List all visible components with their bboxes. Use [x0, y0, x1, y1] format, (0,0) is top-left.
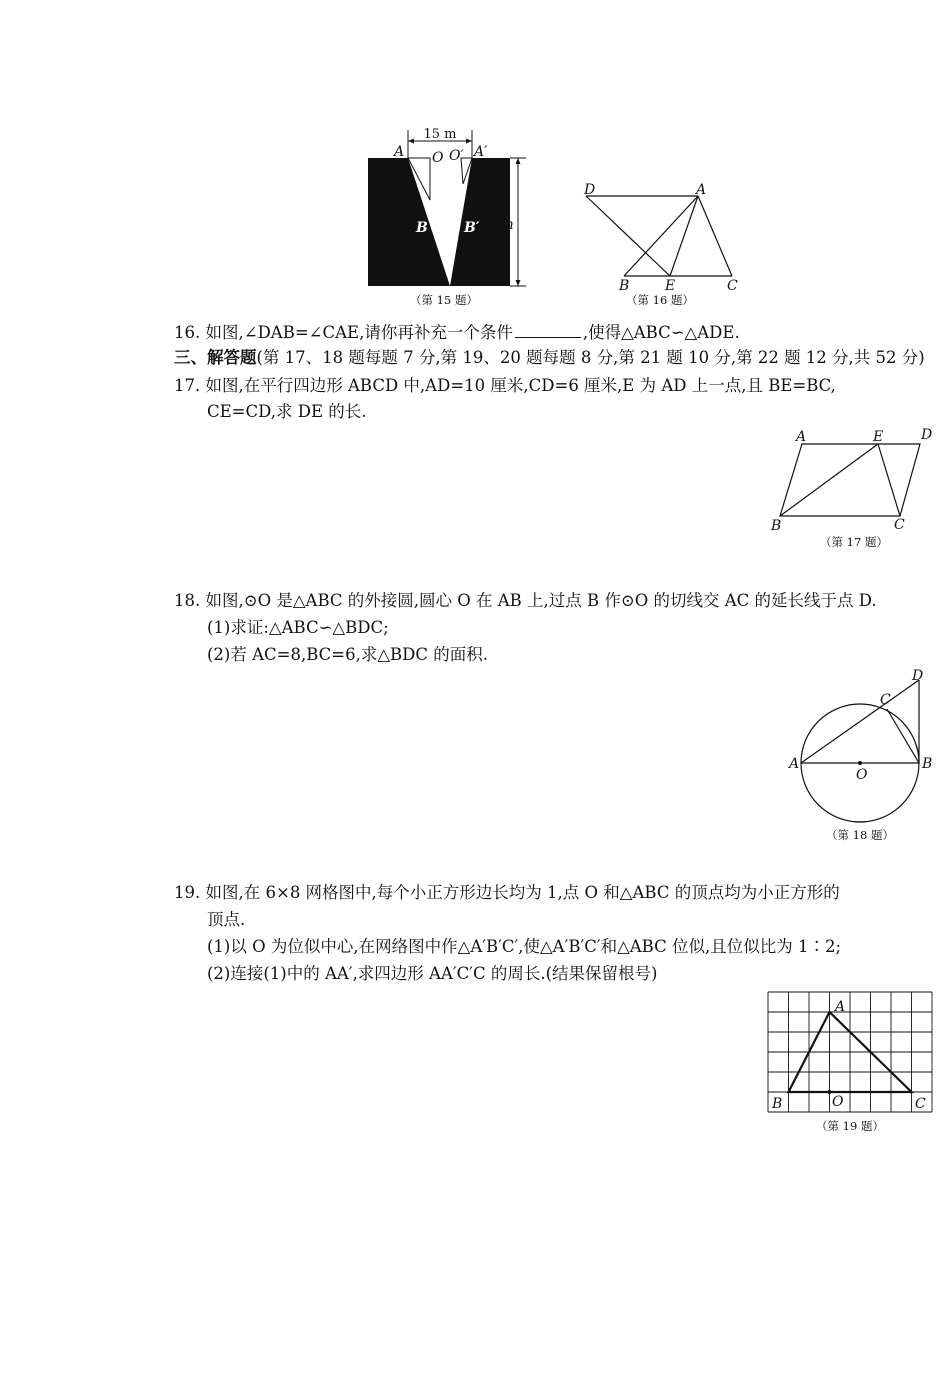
- fig15-label-O: O: [432, 150, 444, 166]
- q18-number: 18.: [174, 591, 201, 610]
- figure-19: [762, 986, 938, 1136]
- q19-number: 19.: [174, 883, 201, 902]
- q18-part1: (1)求证:△ABC∽△BDC;: [207, 618, 389, 637]
- fig18-label-C: C: [880, 692, 891, 708]
- fig16-label-B: B: [619, 278, 630, 294]
- question-16: [174, 322, 934, 344]
- fig18-label-O: O: [856, 767, 868, 783]
- q16-text-before: 如图,∠DAB=∠CAE,请你再补充一个条件: [205, 323, 513, 342]
- fig16-label-D: D: [584, 182, 596, 198]
- q19-line1: 19. 如图,在 6×8 网格图中,每个小正方形边长均为 1,点 O 和△ABC 的顶点均为小正方形的: [174, 883, 840, 902]
- fig18-label-B: B: [922, 756, 933, 772]
- fig16-caption: （第 16 题）: [626, 293, 694, 307]
- fig18-caption: （第 18 题）: [826, 828, 894, 842]
- q16-number: 16.: [174, 323, 201, 342]
- fig17-label-A: A: [796, 429, 807, 445]
- fig18-label-D: D: [912, 668, 924, 684]
- fig15-height-label: h: [504, 217, 514, 233]
- fig19-caption: （第 19 题）: [816, 1119, 884, 1133]
- fig19-label-C: C: [915, 1096, 926, 1112]
- q17-line1: 17. 如图,在平行四边形 ABCD 中,AD=10 厘米,CD=6 厘米,E 为 AD 上一点,且 BE=BC,: [174, 376, 836, 395]
- figure-18: [782, 666, 938, 846]
- fig16-label-A: A: [696, 182, 707, 198]
- fig16-label-C: C: [727, 278, 738, 294]
- q19-part2: (2)连接(1)中的 AA′,求四边形 AA′C′C 的周长.(结果保留根号): [207, 964, 658, 983]
- fig19-label-B: B: [772, 1096, 783, 1112]
- fig15-label-O-prime: O′: [449, 148, 464, 164]
- q16-text-after: ,使得△ABC∽△ADE.: [582, 323, 740, 342]
- q16-answer-blank[interactable]: [515, 323, 581, 338]
- q19-part1: (1)以 O 为位似中心,在网络图中作△A′B′C′,使△A′B′C′和△ABC 位似,且位似比为 1∶2;: [207, 937, 842, 956]
- grid-6x8: [768, 992, 932, 1112]
- fig15-label-A: A: [394, 144, 405, 160]
- fig15-left-wall: [368, 158, 450, 286]
- fig15-caption: （第 15 题）: [410, 293, 478, 307]
- section-3-heading: [174, 347, 934, 369]
- q19-line2: 顶点.: [207, 910, 246, 929]
- fig15-width-label: 15 m: [423, 127, 457, 142]
- fig17-label-C: C: [894, 517, 905, 533]
- q18-line1: 18. 如图,⊙O 是△ABC 的外接圆,圆心 O 在 AB 上,过点 B 作⊙O 的切线交 AC 的延长线于点 D.: [174, 591, 877, 610]
- fig15-right-wall: [450, 158, 510, 286]
- fig15-label-B: B: [416, 220, 428, 236]
- q17-number: 17.: [174, 376, 201, 395]
- figure-17: [766, 424, 938, 554]
- section-3-title: 三、解答题: [174, 348, 257, 367]
- fig16-label-E: E: [665, 278, 676, 294]
- fig17-label-D: D: [921, 427, 933, 443]
- fig15-label-B-prime: B′: [464, 220, 480, 236]
- fig18-label-A: A: [789, 756, 800, 772]
- figure-16: [578, 180, 748, 310]
- figure-15: [360, 122, 540, 312]
- fig15-label-A-prime: A′: [474, 144, 488, 160]
- fig17-label-E: E: [873, 429, 884, 445]
- q18-part2: (2)若 AC=8,BC=6,求△BDC 的面积.: [207, 645, 489, 664]
- section-3-note: (第 17、18 题每题 7 分,第 19、20 题每题 8 分,第 21 题 10 分,第 22 题 12 分,共 52 分): [256, 348, 925, 367]
- fig19-label-A: A: [835, 999, 846, 1015]
- q17-line2: CE=CD,求 DE 的长.: [207, 402, 367, 421]
- fig17-caption: （第 17 题）: [820, 535, 888, 549]
- fig19-label-O: O: [832, 1094, 844, 1110]
- fig17-label-B: B: [771, 518, 782, 534]
